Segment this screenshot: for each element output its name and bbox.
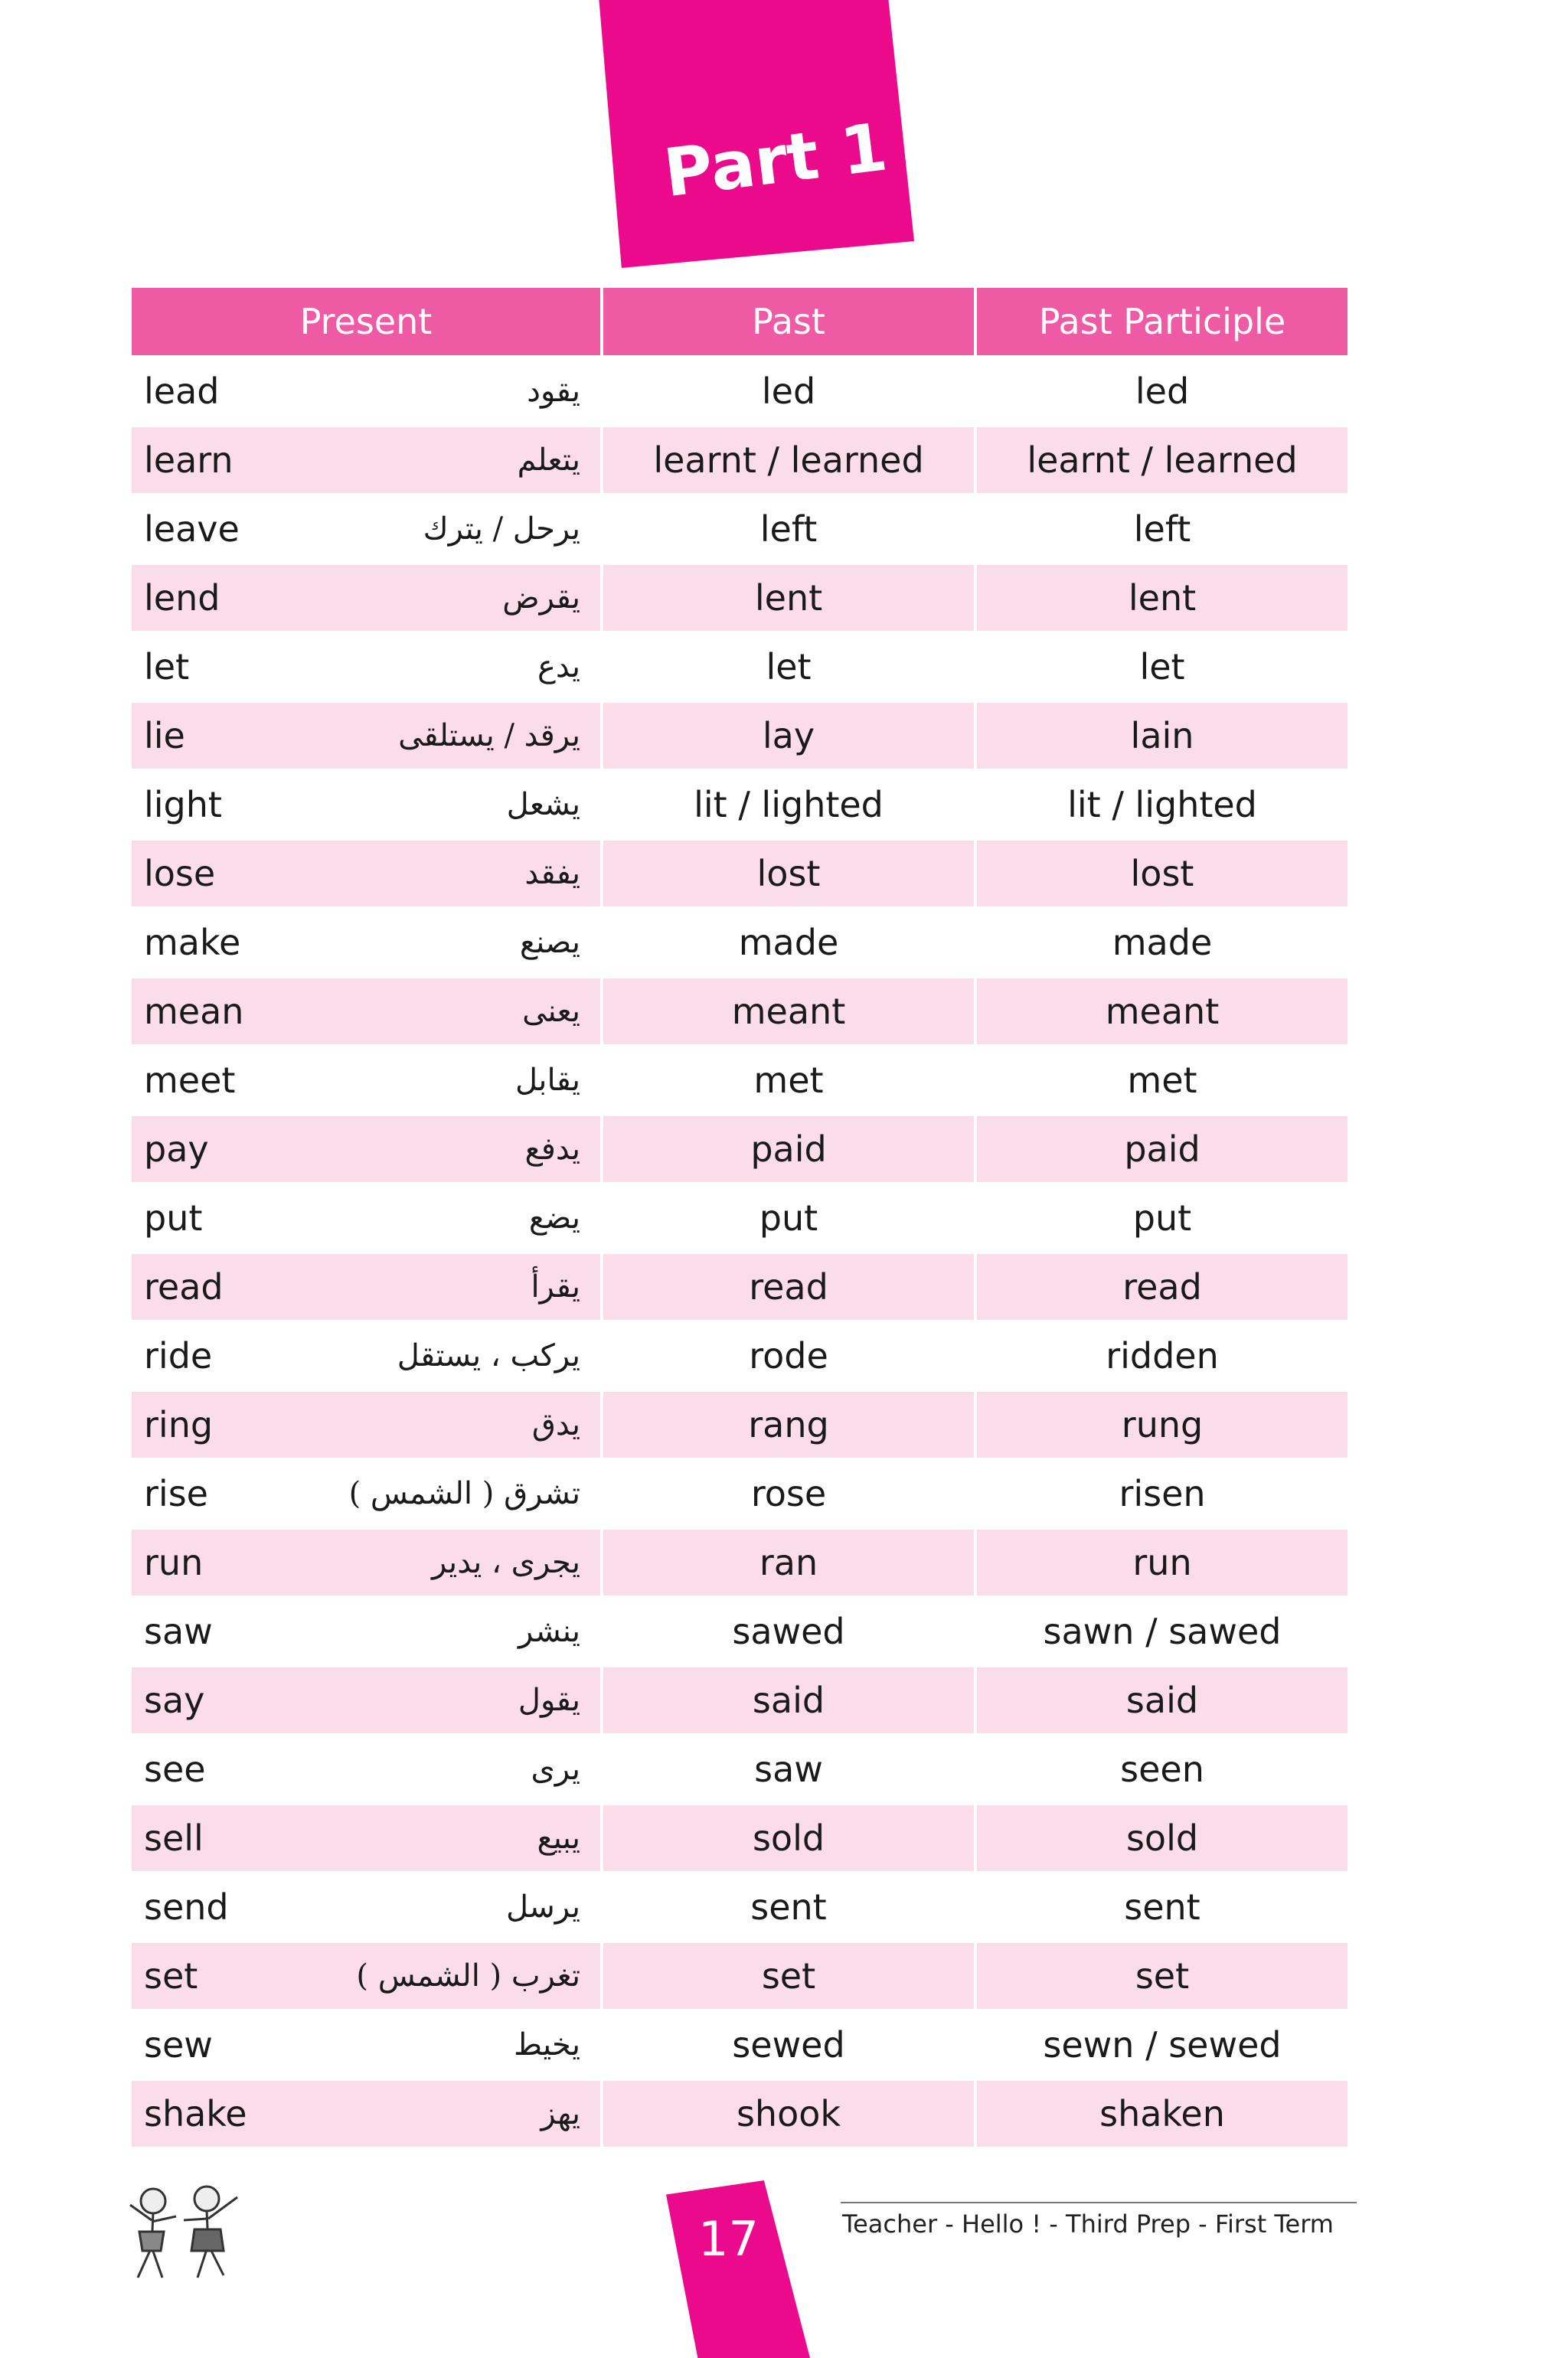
present-form: ride [144,1335,213,1377]
table-row [132,978,1348,1047]
past-form: sold [600,1805,974,1874]
past-form: read [600,1254,974,1323]
past-form: sawed [600,1599,974,1667]
present-cell [132,358,600,427]
table-row [132,1599,1348,1667]
header-past: Past [600,288,974,358]
present-form: lie [144,715,185,756]
past-participle-form: sawn / sawed [974,1599,1348,1667]
present-cell [132,1943,600,2012]
past-form: said [600,1667,974,1736]
arabic-meaning: يبيع [537,1821,580,1856]
arabic-meaning: يجرى ، يدير [431,1545,580,1580]
past-participle-form: put [974,1185,1348,1254]
past-participle-form: lain [974,703,1348,772]
present-cell [132,1736,600,1805]
header-present: Present [132,288,600,358]
present-form: say [144,1680,205,1721]
present-form: let [144,646,190,687]
past-participle-form: left [974,496,1348,565]
present-form: rise [144,1473,208,1514]
present-form: mean [144,991,244,1032]
present-form: meet [144,1060,236,1101]
arabic-meaning: يضع [528,1200,580,1236]
table-row [132,496,1348,565]
present-cell [132,1323,600,1392]
table-row [132,1943,1348,2012]
present-cell [132,1805,600,1874]
table-row [132,1874,1348,1943]
table-row [132,841,1348,910]
present-form: lend [144,577,220,619]
present-cell [132,1530,600,1599]
past-form: saw [600,1736,974,1805]
arabic-meaning: يتعلم [517,443,580,478]
past-participle-form: said [974,1667,1348,1736]
arabic-meaning: يركب ، يستقل [397,1338,580,1373]
past-participle-form: shaken [974,2081,1348,2150]
present-cell [132,1254,600,1323]
present-form: saw [144,1611,213,1652]
past-form: learnt / learned [600,427,974,496]
table-row [132,1323,1348,1392]
past-participle-form: rung [974,1392,1348,1461]
arabic-meaning: تغرب ( الشمس ) [356,1958,580,1994]
past-participle-form: let [974,634,1348,703]
past-participle-form: met [974,1047,1348,1116]
table-row [132,1805,1348,1874]
table-row [132,703,1348,772]
past-participle-form: lost [974,841,1348,910]
arabic-meaning: يرسل [505,1889,580,1925]
part-title: Part 1 [660,109,892,213]
past-participle-form: paid [974,1116,1348,1185]
past-form: paid [600,1116,974,1185]
past-participle-form: learnt / learned [974,427,1348,496]
present-cell [132,910,600,978]
arabic-meaning: يفقد [524,856,580,891]
arabic-meaning: يدق [531,1407,580,1442]
arabic-meaning: يقرأ [531,1269,580,1305]
past-form: meant [600,978,974,1047]
arabic-meaning: يقول [518,1683,580,1718]
past-form: rang [600,1392,974,1461]
past-form: made [600,910,974,978]
past-form: shook [600,2081,974,2150]
arabic-meaning: يدفع [524,1132,580,1167]
past-form: left [600,496,974,565]
table-row [132,634,1348,703]
past-form: ran [600,1530,974,1599]
present-form: ring [144,1404,214,1445]
present-form: send [144,1886,229,1928]
past-form: put [600,1185,974,1254]
past-participle-form: read [974,1254,1348,1323]
past-form: lay [600,703,974,772]
past-form: lent [600,565,974,634]
present-form: set [144,1955,198,1997]
table-row [132,772,1348,841]
past-form: met [600,1047,974,1116]
arabic-meaning: ينشر [518,1614,580,1649]
past-participle-form: made [974,910,1348,978]
arabic-meaning: يرى [531,1752,580,1787]
past-form: sent [600,1874,974,1943]
arabic-meaning: يقود [527,374,580,409]
present-cell [132,1116,600,1185]
table-row [132,2081,1348,2150]
past-participle-form: lit / lighted [974,772,1348,841]
present-cell [132,1185,600,1254]
arabic-meaning: يرقد / يستلقى [398,718,580,753]
present-cell [132,1392,600,1461]
table-row [132,1530,1348,1599]
present-form: read [144,1266,224,1308]
table-row [132,1392,1348,1461]
present-cell [132,1667,600,1736]
table-header-row [132,288,1348,358]
verb-table-container [132,288,1348,2150]
present-cell [132,703,600,772]
arabic-meaning: يهز [541,2096,580,2131]
present-cell [132,2081,600,2150]
present-form: sew [144,2024,213,2066]
present-form: make [144,922,241,963]
present-cell [132,772,600,841]
arabic-meaning: يرحل / يترك [423,511,580,547]
past-form: lit / lighted [600,772,974,841]
past-participle-form: sent [974,1874,1348,1943]
present-form: lose [144,853,216,894]
past-participle-form: sewn / sewed [974,2012,1348,2081]
past-form: rose [600,1461,974,1530]
past-participle-form: ridden [974,1323,1348,1392]
arabic-meaning: تشرق ( الشمس ) [348,1476,580,1511]
past-form: sewed [600,2012,974,2081]
past-participle-form: led [974,358,1348,427]
arabic-meaning: يعنى [522,994,580,1029]
header-past-participle: Past Participle [974,288,1348,358]
present-form: see [144,1749,206,1790]
table-row [132,1461,1348,1530]
arabic-meaning: يشعل [506,787,580,822]
arabic-meaning: يقابل [515,1063,580,1098]
table-row [132,358,1348,427]
present-cell [132,1599,600,1667]
present-cell [132,496,600,565]
past-form: lost [600,841,974,910]
past-form: rode [600,1323,974,1392]
arabic-meaning: يصنع [519,925,580,960]
present-form: learn [144,439,234,481]
past-participle-form: sold [974,1805,1348,1874]
footer-divider [841,2202,1357,2203]
table-row [132,910,1348,978]
present-form: pay [144,1128,209,1170]
arabic-meaning: يدع [537,649,580,684]
table-row [132,1185,1348,1254]
present-cell [132,427,600,496]
present-cell [132,841,600,910]
present-cell [132,565,600,634]
table-row [132,565,1348,634]
arabic-meaning: يخيط [514,2027,580,2062]
present-form: put [144,1197,203,1239]
present-cell [132,1874,600,1943]
table-row [132,427,1348,496]
past-form: led [600,358,974,427]
present-cell [132,2012,600,2081]
arabic-meaning: يقرض [502,580,580,616]
present-form: sell [144,1817,204,1859]
verb-table [132,288,1348,2150]
past-form: let [600,634,974,703]
past-participle-form: run [974,1530,1348,1599]
present-cell [132,634,600,703]
table-row [132,1047,1348,1116]
present-cell [132,978,600,1047]
table-row [132,1667,1348,1736]
table-row [132,2012,1348,2081]
footer-text: Teacher - Hello ! - Third Prep - First Term [842,2209,1334,2239]
past-participle-form: set [974,1943,1348,2012]
present-form: run [144,1542,204,1583]
table-row [132,1254,1348,1323]
past-participle-form: lent [974,565,1348,634]
page-number: 17 [698,2211,759,2267]
page-number-tab [666,2180,810,2358]
past-participle-form: seen [974,1736,1348,1805]
present-cell [132,1047,600,1116]
present-form: light [144,784,222,825]
table-row [132,1736,1348,1805]
past-participle-form: meant [974,978,1348,1047]
dancing-kids-icon [115,2174,253,2289]
present-form: lead [144,371,220,412]
past-participle-form: risen [974,1461,1348,1530]
present-cell [132,1461,600,1530]
present-form: leave [144,508,240,550]
table-row [132,1116,1348,1185]
present-form: shake [144,2093,247,2134]
past-form: set [600,1943,974,2012]
